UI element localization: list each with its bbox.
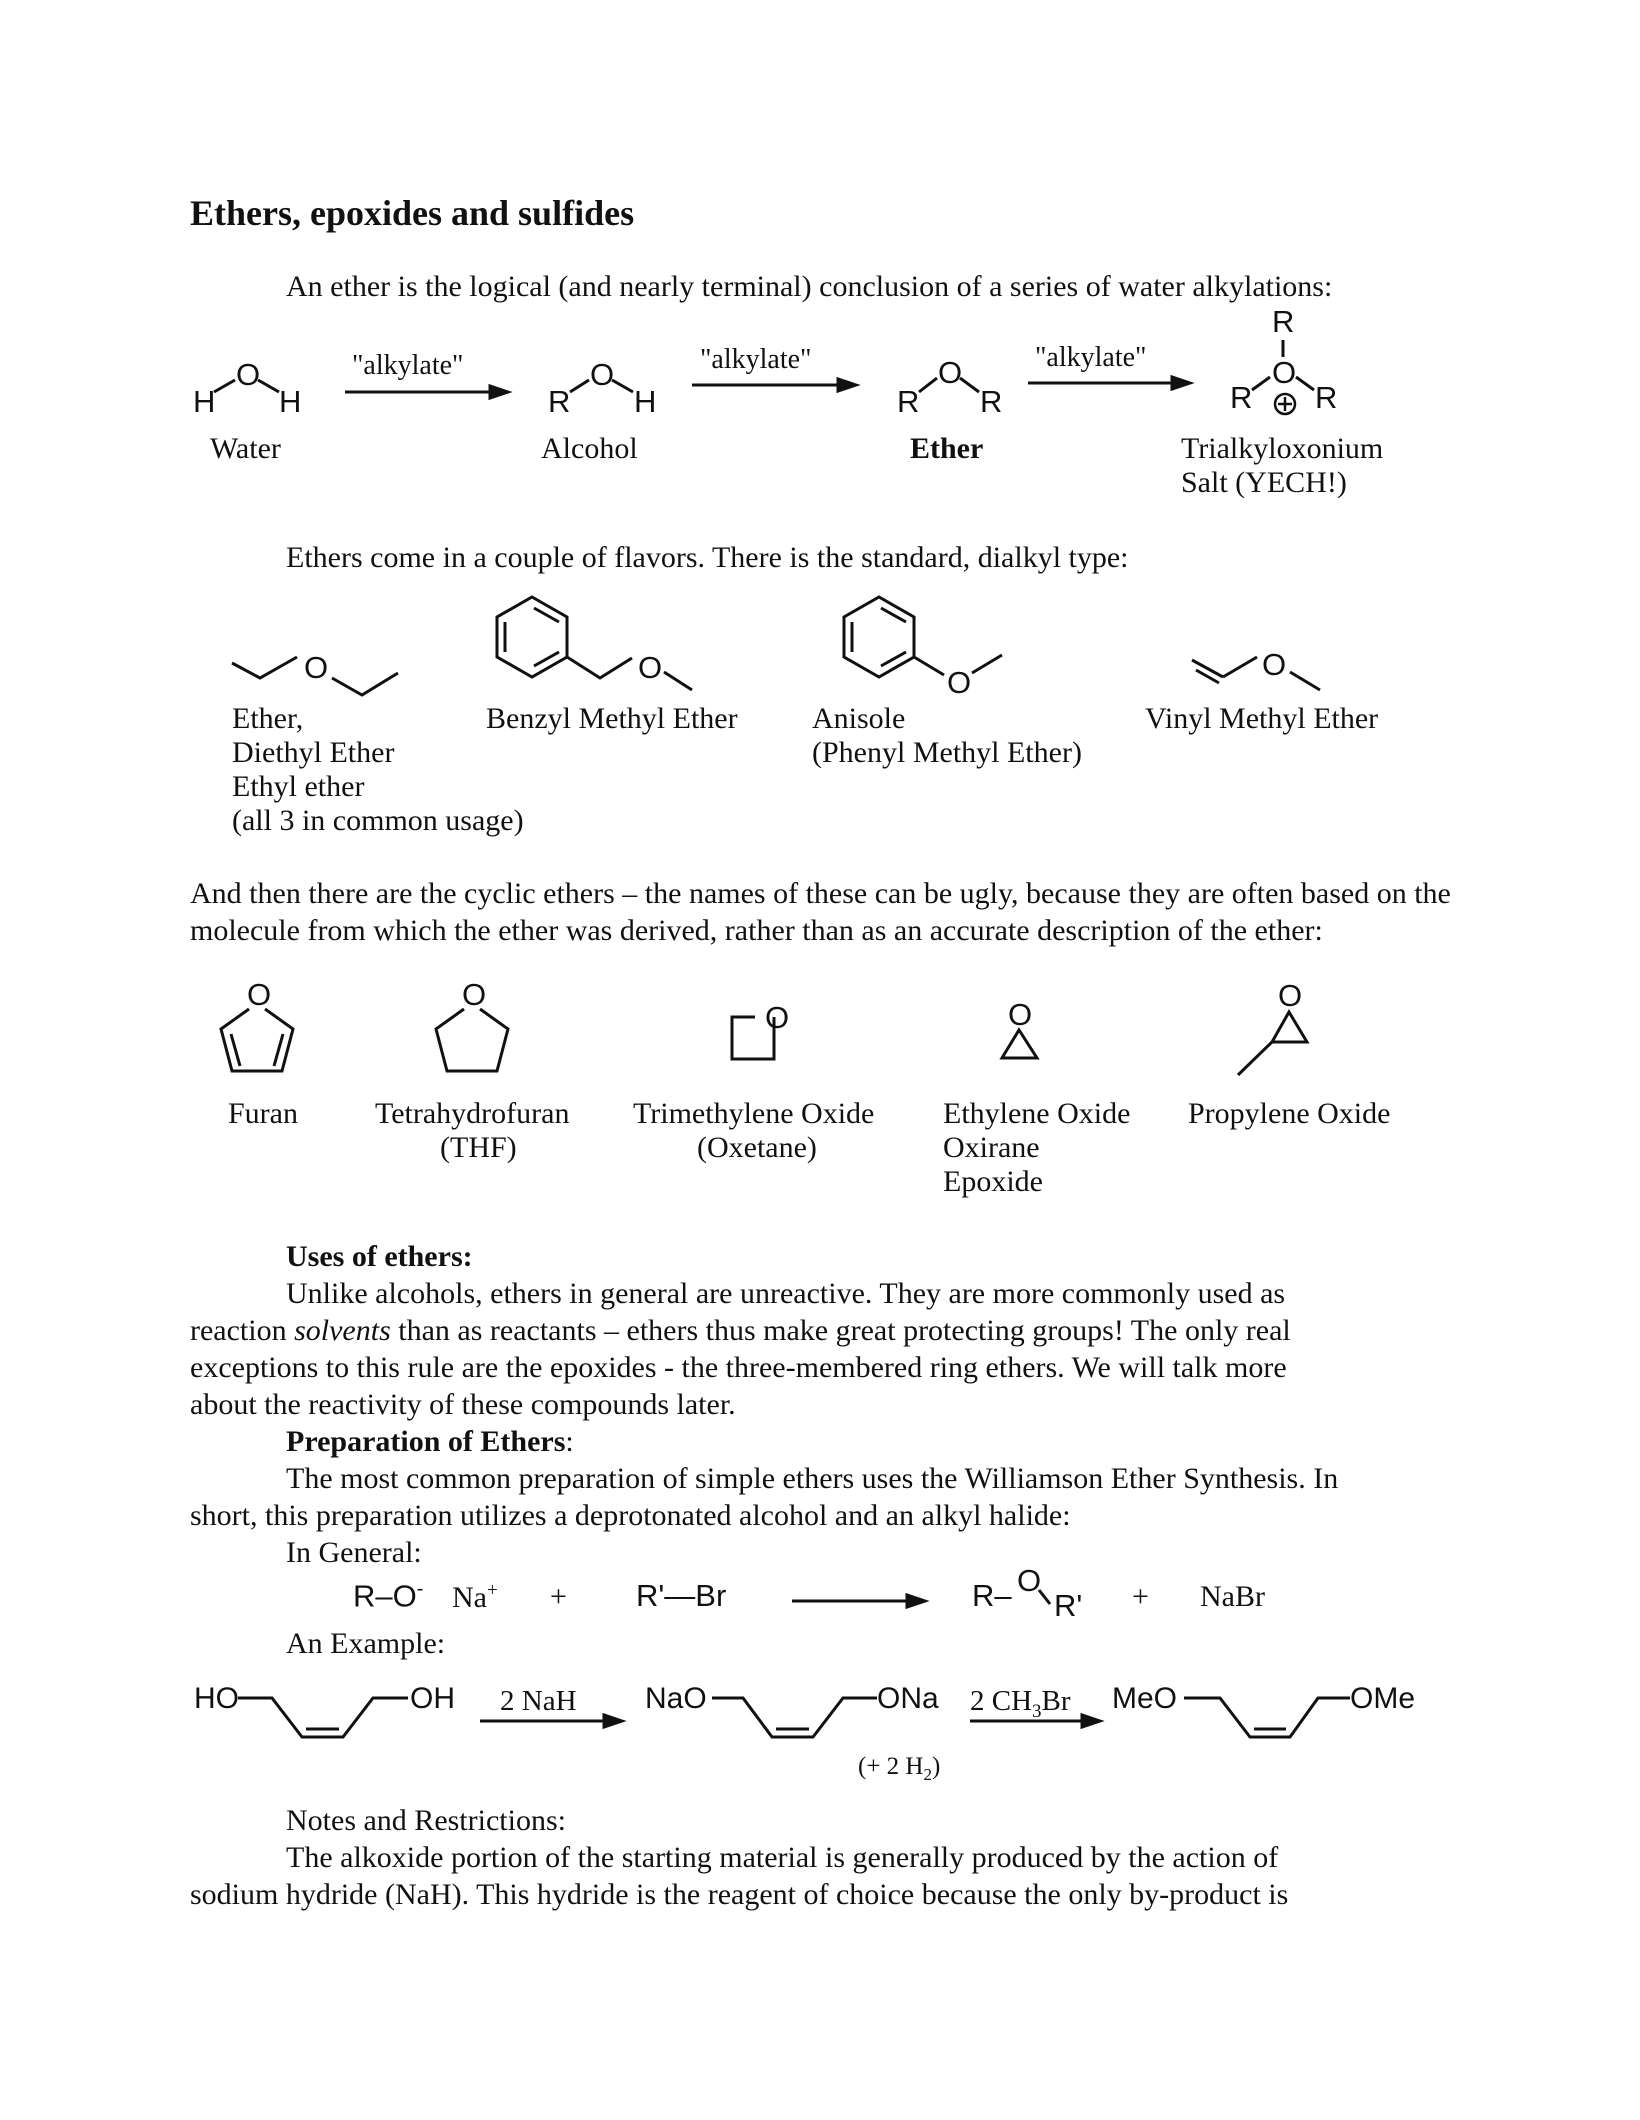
atom-r: R <box>897 384 920 419</box>
label-vinyl-methyl-ether: Vinyl Methyl Ether <box>1145 702 1379 735</box>
cyclic-text: And then there are the cyclic ethers – the names of these can be ugly, because they are often based on the molecule from which the ether was derived, rather than as an accurate description of the ether: <box>190 877 1451 947</box>
label-benzyl-methyl-ether: Benzyl Methyl Ether <box>486 702 738 735</box>
atom-o: O <box>765 1000 790 1035</box>
atom-nao: NaO <box>645 1682 707 1715</box>
prep-line-2: short, this preparation utilizes a deprotonated alcohol and an alkyl halide: <box>190 1499 1071 1532</box>
atom-r: R <box>1315 380 1338 415</box>
atom-oh: OH <box>410 1682 455 1715</box>
label-epoxide: Epoxide <box>943 1165 1043 1198</box>
label-thf-abbrev: (THF) <box>440 1131 517 1164</box>
label-anisole: Anisole <box>812 702 906 735</box>
butene-chain <box>1184 1698 1350 1737</box>
ether-product-r2: R' <box>1054 1588 1083 1623</box>
atom-o: O <box>938 355 963 390</box>
label-alcohol: Alcohol <box>541 432 638 465</box>
intro-text: An ether is the logical (and nearly terminal) conclusion of a series of water alkylations: <box>286 270 1333 303</box>
ether-name-4: (all 3 in common usage) <box>232 804 524 837</box>
prep-heading: Preparation of Ethers: <box>286 1425 574 1458</box>
label-trialkyloxonium: Trialkyloxonium <box>1181 432 1384 465</box>
atom-ome: OMe <box>1350 1682 1416 1715</box>
atom-h: H <box>279 384 302 419</box>
notes-line-1: The alkoxide portion of the starting material is generally produced by the action of <box>286 1841 1279 1874</box>
atom-r: R <box>548 384 571 419</box>
arrow-label-3: "alkylate" <box>1035 342 1147 373</box>
atom-ona: ONa <box>877 1682 939 1715</box>
prep-line-1: The most common preparation of simple ethers uses the Williamson Ether Synthesis. In <box>286 1462 1339 1495</box>
atom-h: H <box>193 384 216 419</box>
reagent-ch3br: 2 $CH_3Br$ <box>970 1685 1071 1722</box>
atom-o: O <box>1278 978 1303 1013</box>
atom-o: O <box>638 650 663 685</box>
ether-product-r: R– <box>972 1578 1012 1613</box>
page-title: Ethers, epoxides and sulfides <box>190 193 635 233</box>
atom-o: O <box>462 977 487 1012</box>
atom-o: O <box>947 665 972 700</box>
label-oxetane: (Oxetane) <box>697 1131 817 1164</box>
uses-line-1: Unlike alcohols, ethers in general are unreactive. They are more commonly used as <box>286 1277 1286 1310</box>
uses-line-4: about the reactivity of these compounds later. <box>190 1388 736 1421</box>
butene-chain <box>712 1698 877 1737</box>
reagent-nah: 2 NaH <box>500 1685 577 1717</box>
label-oxirane: Oxirane <box>943 1131 1040 1164</box>
sodium-cation: Na+ <box>452 1580 498 1614</box>
atom-ho: HO <box>194 1682 239 1715</box>
uses-line-3: exceptions to this rule are the epoxides - the three-membered ring ethers. We will talk more <box>190 1351 1287 1384</box>
atom-r: R <box>1230 380 1253 415</box>
notes-line-2: sodium hydride (NaH). This hydride is the reagent of choice because the only by-product is <box>190 1878 1289 1911</box>
label-trimethylene-oxide: Trimethylene Oxide <box>633 1097 875 1130</box>
arrow-label-1: "alkylate" <box>352 350 464 381</box>
atom-o: O <box>590 357 615 392</box>
alkoxide-reactant: R–O- <box>353 1578 424 1614</box>
alkyl-halide: R'—Br <box>636 1578 727 1613</box>
label-propylene-oxide: Propylene Oxide <box>1188 1097 1391 1130</box>
atom-o: O <box>247 977 272 1012</box>
uses-line-2: reaction solvents than as reactants – ethers thus make great protecting groups! The only real <box>190 1314 1291 1347</box>
flavors-text: Ethers come in a couple of flavors. There is the standard, dialkyl type: <box>286 541 1129 574</box>
label-phenyl-methyl-ether: (Phenyl Methyl Ether) <box>812 736 1082 769</box>
arrow-label-2: "alkylate" <box>700 344 812 375</box>
label-ether: Ether <box>910 432 984 465</box>
atom-o: O <box>304 650 329 685</box>
plus-sign: + <box>550 1580 567 1613</box>
atom-meo: MeO <box>1112 1682 1178 1715</box>
ether-name-3: Ethyl ether <box>232 770 365 803</box>
label-water: Water <box>210 432 281 465</box>
atom-o: O <box>1008 997 1033 1032</box>
nabr-product: NaBr <box>1200 1580 1265 1613</box>
plus-sign: + <box>1132 1580 1149 1613</box>
label-ethylene-oxide: Ethylene Oxide <box>943 1097 1131 1130</box>
notes-heading: Notes and Restrictions: <box>286 1804 566 1837</box>
atom-r: R <box>980 384 1003 419</box>
atom-o: O <box>1262 647 1287 682</box>
ether-name-2: Diethyl Ether <box>232 736 395 769</box>
ether-name-1: Ether, <box>232 702 304 735</box>
atom-r: R <box>1272 304 1295 339</box>
uses-heading: Uses of ethers: <box>286 1240 473 1273</box>
ether-product-o: O <box>1017 1563 1042 1598</box>
atom-h: H <box>634 384 657 419</box>
label-thf: Tetrahydrofuran <box>375 1097 570 1130</box>
an-example-label: An Example: <box>286 1627 446 1660</box>
in-general-label: In General: <box>286 1536 422 1569</box>
atom-o: O <box>1272 355 1297 390</box>
butene-chain <box>238 1698 408 1737</box>
atom-o: O <box>236 357 261 392</box>
emphasis-solvents: solvents <box>294 1314 391 1347</box>
label-furan: Furan <box>228 1097 298 1130</box>
hydrogen-byproduct: (+ 2 $H_2$) <box>858 1753 941 1784</box>
label-salt: Salt (YECH!) <box>1181 466 1347 499</box>
